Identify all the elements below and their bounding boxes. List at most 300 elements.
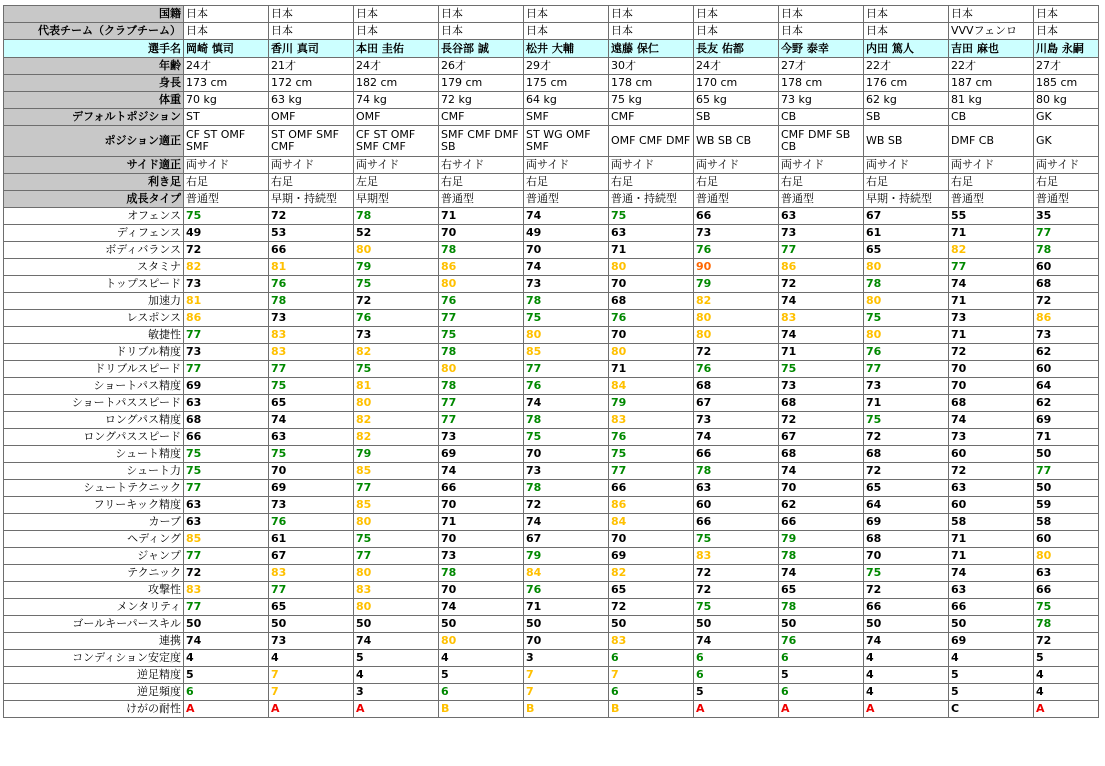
stat-value[interactable]: 73 — [269, 310, 354, 327]
stat-value[interactable]: 50 — [354, 616, 439, 633]
cell-name[interactable]: 内田 篤人 — [864, 40, 949, 58]
stat-value[interactable]: 75 — [439, 327, 524, 344]
cell-nationality[interactable]: 日本 — [524, 6, 609, 23]
stat-label[interactable]: ロングパス精度 — [4, 412, 184, 429]
cell-default_position[interactable]: CB — [779, 109, 864, 126]
stat-value[interactable]: 69 — [439, 446, 524, 463]
stat-label[interactable]: 敏捷性 — [4, 327, 184, 344]
stat-value[interactable]: 81 — [269, 259, 354, 276]
stat-value[interactable]: 61 — [269, 531, 354, 548]
stat-value[interactable]: 60 — [694, 497, 779, 514]
stat-value[interactable]: 73 — [949, 429, 1034, 446]
stat-value[interactable]: 68 — [949, 395, 1034, 412]
stat-value[interactable]: 78 — [1034, 616, 1099, 633]
stat-value[interactable]: 74 — [524, 208, 609, 225]
stat-value[interactable]: 68 — [1034, 276, 1099, 293]
cell-age[interactable]: 30才 — [609, 58, 694, 75]
stat-value[interactable]: B — [609, 701, 694, 718]
stat-value[interactable]: 77 — [439, 412, 524, 429]
cell-weight[interactable]: 63 kg — [269, 92, 354, 109]
stat-value[interactable]: 66 — [269, 242, 354, 259]
stat-value[interactable]: 5 — [354, 650, 439, 667]
stat-value[interactable]: 66 — [864, 599, 949, 616]
row-header[interactable]: 代表チーム（クラブチーム） — [4, 23, 184, 40]
cell-side[interactable]: 両サイド — [1034, 157, 1099, 174]
cell-growth[interactable]: 早期・持続型 — [864, 191, 949, 208]
stat-value[interactable]: 73 — [779, 225, 864, 242]
stat-value[interactable]: 80 — [354, 395, 439, 412]
stat-value[interactable]: 82 — [949, 242, 1034, 259]
stat-label[interactable]: レスポンス — [4, 310, 184, 327]
stat-value[interactable]: 59 — [1034, 497, 1099, 514]
stat-value[interactable]: 75 — [864, 565, 949, 582]
cell-weight[interactable]: 70 kg — [184, 92, 269, 109]
cell-position_fit[interactable]: CMF DMF SB CB — [779, 126, 864, 157]
stat-value[interactable]: 69 — [1034, 412, 1099, 429]
stat-value[interactable]: 66 — [694, 446, 779, 463]
stat-value[interactable]: 77 — [949, 259, 1034, 276]
cell-name[interactable]: 松井 大輔 — [524, 40, 609, 58]
stat-value[interactable]: 83 — [354, 582, 439, 599]
cell-side[interactable]: 両サイド — [354, 157, 439, 174]
stat-label[interactable]: 連携 — [4, 633, 184, 650]
stat-value[interactable]: 74 — [439, 599, 524, 616]
stat-value[interactable]: 7 — [524, 684, 609, 701]
stat-value[interactable]: 73 — [524, 463, 609, 480]
stat-value[interactable]: 4 — [354, 667, 439, 684]
cell-default_position[interactable]: GK — [1034, 109, 1099, 126]
stat-label[interactable]: ショートパス精度 — [4, 378, 184, 395]
stat-value[interactable]: 77 — [524, 361, 609, 378]
cell-weight[interactable]: 80 kg — [1034, 92, 1099, 109]
cell-default_position[interactable]: OMF — [354, 109, 439, 126]
stat-value[interactable]: 72 — [949, 463, 1034, 480]
stat-value[interactable]: 67 — [779, 429, 864, 446]
stat-value[interactable]: 83 — [609, 633, 694, 650]
cell-growth[interactable]: 普通型 — [949, 191, 1034, 208]
stat-value[interactable]: 50 — [949, 616, 1034, 633]
stat-value[interactable]: 82 — [609, 565, 694, 582]
stat-label[interactable]: 逆足精度 — [4, 667, 184, 684]
stat-value[interactable]: 68 — [694, 378, 779, 395]
stat-value[interactable]: 66 — [949, 599, 1034, 616]
cell-growth[interactable]: 普通型 — [439, 191, 524, 208]
stat-value[interactable]: 78 — [354, 208, 439, 225]
stat-value[interactable]: 69 — [269, 480, 354, 497]
stat-label[interactable]: ディフェンス — [4, 225, 184, 242]
stat-value[interactable]: 76 — [779, 633, 864, 650]
stat-value[interactable]: 74 — [864, 633, 949, 650]
cell-nationality[interactable]: 日本 — [609, 6, 694, 23]
stat-value[interactable]: 71 — [864, 395, 949, 412]
stat-label[interactable]: コンディション安定度 — [4, 650, 184, 667]
stat-value[interactable]: 86 — [184, 310, 269, 327]
stat-value[interactable]: 72 — [269, 208, 354, 225]
stat-value[interactable]: 49 — [184, 225, 269, 242]
stat-value[interactable]: 5 — [1034, 650, 1099, 667]
cell-age[interactable]: 22才 — [864, 58, 949, 75]
stat-value[interactable]: 71 — [949, 548, 1034, 565]
stat-value[interactable]: 71 — [609, 361, 694, 378]
stat-value[interactable]: 63 — [949, 582, 1034, 599]
row-header[interactable]: 体重 — [4, 92, 184, 109]
stat-label[interactable]: 加速力 — [4, 293, 184, 310]
stat-value[interactable]: 70 — [949, 378, 1034, 395]
cell-nationality[interactable]: 日本 — [864, 6, 949, 23]
stat-value[interactable]: 72 — [1034, 633, 1099, 650]
stat-value[interactable]: 66 — [609, 480, 694, 497]
stat-value[interactable]: 83 — [269, 565, 354, 582]
stat-value[interactable]: 67 — [864, 208, 949, 225]
stat-value[interactable]: 83 — [694, 548, 779, 565]
cell-team[interactable]: 日本 — [779, 23, 864, 40]
stat-value[interactable]: 83 — [269, 327, 354, 344]
stat-value[interactable]: 75 — [354, 361, 439, 378]
stat-value[interactable]: 80 — [609, 259, 694, 276]
stat-value[interactable]: 74 — [184, 633, 269, 650]
stat-value[interactable]: 70 — [864, 548, 949, 565]
stat-value[interactable]: 6 — [779, 684, 864, 701]
stat-value[interactable]: 76 — [524, 582, 609, 599]
stat-value[interactable]: 77 — [269, 361, 354, 378]
stat-value[interactable]: 73 — [864, 378, 949, 395]
cell-height[interactable]: 173 cm — [184, 75, 269, 92]
cell-side[interactable]: 両サイド — [524, 157, 609, 174]
cell-foot[interactable]: 右足 — [949, 174, 1034, 191]
stat-value[interactable]: 73 — [269, 633, 354, 650]
stat-value[interactable]: 86 — [439, 259, 524, 276]
cell-team[interactable]: 日本 — [1034, 23, 1099, 40]
stat-value[interactable]: 50 — [184, 616, 269, 633]
cell-name[interactable]: 長友 佑都 — [694, 40, 779, 58]
stat-value[interactable]: 76 — [439, 293, 524, 310]
stat-value[interactable]: 3 — [524, 650, 609, 667]
stat-value[interactable]: 66 — [184, 429, 269, 446]
stat-value[interactable]: 4 — [864, 650, 949, 667]
stat-value[interactable]: 72 — [779, 412, 864, 429]
stat-value[interactable]: 77 — [1034, 225, 1099, 242]
stat-value[interactable]: 82 — [184, 259, 269, 276]
stat-value[interactable]: 74 — [524, 259, 609, 276]
cell-team[interactable]: 日本 — [269, 23, 354, 40]
stat-value[interactable]: 78 — [694, 463, 779, 480]
stat-value[interactable]: 76 — [609, 429, 694, 446]
cell-weight[interactable]: 75 kg — [609, 92, 694, 109]
stat-value[interactable]: 49 — [524, 225, 609, 242]
stat-label[interactable]: ドリブル精度 — [4, 344, 184, 361]
stat-value[interactable]: 83 — [779, 310, 864, 327]
row-header[interactable]: 選手名 — [4, 40, 184, 58]
stat-value[interactable]: C — [949, 701, 1034, 718]
stat-value[interactable]: 73 — [779, 378, 864, 395]
stat-value[interactable]: 69 — [864, 514, 949, 531]
stat-value[interactable]: 61 — [864, 225, 949, 242]
stat-value[interactable]: 80 — [609, 344, 694, 361]
stat-value[interactable]: 71 — [1034, 429, 1099, 446]
cell-default_position[interactable]: SB — [864, 109, 949, 126]
stat-value[interactable]: 78 — [779, 548, 864, 565]
stat-value[interactable]: 78 — [779, 599, 864, 616]
stat-value[interactable]: 83 — [609, 412, 694, 429]
stat-value[interactable]: 75 — [779, 361, 864, 378]
stat-value[interactable]: 82 — [694, 293, 779, 310]
stat-value[interactable]: 86 — [609, 497, 694, 514]
stat-value[interactable]: 6 — [694, 667, 779, 684]
cell-position_fit[interactable]: GK — [1034, 126, 1099, 157]
stat-value[interactable]: 66 — [439, 480, 524, 497]
stat-value[interactable]: 64 — [1034, 378, 1099, 395]
stat-value[interactable]: 68 — [184, 412, 269, 429]
stat-value[interactable]: 70 — [439, 497, 524, 514]
stat-value[interactable]: 74 — [694, 633, 779, 650]
cell-height[interactable]: 172 cm — [269, 75, 354, 92]
cell-side[interactable]: 両サイド — [269, 157, 354, 174]
stat-value[interactable]: 78 — [439, 344, 524, 361]
stat-value[interactable]: 78 — [524, 293, 609, 310]
stat-value[interactable]: 75 — [269, 446, 354, 463]
stat-value[interactable]: 72 — [1034, 293, 1099, 310]
stat-value[interactable]: 67 — [524, 531, 609, 548]
cell-nationality[interactable]: 日本 — [354, 6, 439, 23]
stat-value[interactable]: 50 — [864, 616, 949, 633]
stat-value[interactable]: 63 — [184, 395, 269, 412]
stat-value[interactable]: 72 — [864, 582, 949, 599]
cell-position_fit[interactable]: WB SB CB — [694, 126, 779, 157]
cell-position_fit[interactable]: ST WG OMF SMF — [524, 126, 609, 157]
stat-value[interactable]: 72 — [694, 344, 779, 361]
cell-position_fit[interactable]: ST OMF SMF CMF — [269, 126, 354, 157]
stat-value[interactable]: 75 — [1034, 599, 1099, 616]
cell-age[interactable]: 24才 — [694, 58, 779, 75]
stat-value[interactable]: 71 — [439, 208, 524, 225]
stat-value[interactable]: 63 — [609, 225, 694, 242]
stat-value[interactable]: 73 — [439, 548, 524, 565]
stat-value[interactable]: 6 — [439, 684, 524, 701]
stat-value[interactable]: 80 — [354, 565, 439, 582]
stat-value[interactable]: 82 — [354, 412, 439, 429]
stat-label[interactable]: ゴールキーパースキル — [4, 616, 184, 633]
stat-value[interactable]: 80 — [524, 327, 609, 344]
stat-value[interactable]: 72 — [864, 429, 949, 446]
stat-value[interactable]: 77 — [439, 310, 524, 327]
stat-value[interactable]: 69 — [184, 378, 269, 395]
stat-value[interactable]: 78 — [524, 480, 609, 497]
stat-value[interactable]: 52 — [354, 225, 439, 242]
stat-value[interactable]: 4 — [269, 650, 354, 667]
cell-height[interactable]: 178 cm — [779, 75, 864, 92]
stat-label[interactable]: テクニック — [4, 565, 184, 582]
cell-age[interactable]: 27才 — [779, 58, 864, 75]
stat-value[interactable]: 75 — [524, 310, 609, 327]
cell-team[interactable]: 日本 — [524, 23, 609, 40]
stat-label[interactable]: カーブ — [4, 514, 184, 531]
cell-weight[interactable]: 65 kg — [694, 92, 779, 109]
stat-value[interactable]: 65 — [609, 582, 694, 599]
stat-value[interactable]: 71 — [779, 344, 864, 361]
cell-foot[interactable]: 右足 — [524, 174, 609, 191]
stat-value[interactable]: 63 — [184, 497, 269, 514]
stat-value[interactable]: 80 — [439, 361, 524, 378]
cell-foot[interactable]: 右足 — [269, 174, 354, 191]
cell-weight[interactable]: 62 kg — [864, 92, 949, 109]
stat-value[interactable]: 65 — [269, 395, 354, 412]
stat-label[interactable]: シュート力 — [4, 463, 184, 480]
cell-height[interactable]: 175 cm — [524, 75, 609, 92]
stat-value[interactable]: 79 — [779, 531, 864, 548]
cell-growth[interactable]: 普通・持続型 — [609, 191, 694, 208]
stat-value[interactable]: 74 — [949, 412, 1034, 429]
stat-value[interactable]: 73 — [354, 327, 439, 344]
cell-team[interactable]: 日本 — [609, 23, 694, 40]
stat-value[interactable]: 81 — [354, 378, 439, 395]
stat-value[interactable]: 75 — [269, 378, 354, 395]
stat-value[interactable]: 72 — [694, 582, 779, 599]
stat-value[interactable]: 71 — [949, 531, 1034, 548]
stat-value[interactable]: 74 — [354, 633, 439, 650]
cell-foot[interactable]: 右足 — [184, 174, 269, 191]
stat-value[interactable]: 71 — [439, 514, 524, 531]
stat-value[interactable]: 68 — [609, 293, 694, 310]
cell-side[interactable]: 両サイド — [694, 157, 779, 174]
stat-label[interactable]: 逆足頻度 — [4, 684, 184, 701]
cell-side[interactable]: 両サイド — [779, 157, 864, 174]
stat-value[interactable]: 77 — [609, 463, 694, 480]
stat-value[interactable]: 75 — [354, 276, 439, 293]
stat-value[interactable]: 79 — [524, 548, 609, 565]
stat-value[interactable]: 76 — [354, 310, 439, 327]
stat-value[interactable]: 53 — [269, 225, 354, 242]
stat-value[interactable]: 84 — [609, 514, 694, 531]
stat-value[interactable]: 81 — [184, 293, 269, 310]
stat-label[interactable]: ロングパススピード — [4, 429, 184, 446]
stat-value[interactable]: 77 — [864, 361, 949, 378]
cell-weight[interactable]: 72 kg — [439, 92, 524, 109]
stat-value[interactable]: 77 — [439, 395, 524, 412]
stat-value[interactable]: 7 — [524, 667, 609, 684]
cell-side[interactable]: 右サイド — [439, 157, 524, 174]
stat-value[interactable]: 80 — [864, 293, 949, 310]
cell-foot[interactable]: 右足 — [1034, 174, 1099, 191]
cell-name[interactable]: 本田 圭佑 — [354, 40, 439, 58]
stat-value[interactable]: 67 — [694, 395, 779, 412]
stat-value[interactable]: 74 — [779, 293, 864, 310]
stat-value[interactable]: 84 — [524, 565, 609, 582]
cell-name[interactable]: 岡崎 慎司 — [184, 40, 269, 58]
stat-value[interactable]: 6 — [694, 650, 779, 667]
cell-weight[interactable]: 64 kg — [524, 92, 609, 109]
cell-default_position[interactable]: CB — [949, 109, 1034, 126]
stat-value[interactable]: 71 — [524, 599, 609, 616]
stat-value[interactable]: 77 — [354, 480, 439, 497]
stat-value[interactable]: 73 — [439, 429, 524, 446]
cell-height[interactable]: 176 cm — [864, 75, 949, 92]
cell-age[interactable]: 24才 — [184, 58, 269, 75]
stat-value[interactable]: 50 — [1034, 480, 1099, 497]
stat-value[interactable]: 70 — [609, 531, 694, 548]
stat-value[interactable]: 75 — [864, 310, 949, 327]
stat-value[interactable]: 60 — [1034, 531, 1099, 548]
stat-value[interactable]: 70 — [524, 446, 609, 463]
cell-name[interactable]: 今野 泰幸 — [779, 40, 864, 58]
stat-value[interactable]: 60 — [949, 446, 1034, 463]
cell-team[interactable]: VVVフェンロ — [949, 23, 1034, 40]
stat-value[interactable]: 4 — [1034, 684, 1099, 701]
stat-value[interactable]: 65 — [864, 480, 949, 497]
stat-value[interactable]: 77 — [184, 361, 269, 378]
stat-value[interactable]: 77 — [779, 242, 864, 259]
cell-position_fit[interactable]: SMF CMF DMF SB — [439, 126, 524, 157]
stat-value[interactable]: 73 — [1034, 327, 1099, 344]
stat-value[interactable]: 74 — [439, 463, 524, 480]
stat-value[interactable]: 80 — [864, 327, 949, 344]
stat-value[interactable]: 4 — [864, 667, 949, 684]
stat-value[interactable]: 72 — [694, 565, 779, 582]
cell-growth[interactable]: 普通型 — [524, 191, 609, 208]
cell-name[interactable]: 遠藤 保仁 — [609, 40, 694, 58]
stat-value[interactable]: 75 — [184, 463, 269, 480]
stat-value[interactable]: 5 — [694, 684, 779, 701]
stat-value[interactable]: 50 — [694, 616, 779, 633]
stat-value[interactable]: 77 — [184, 548, 269, 565]
stat-label[interactable]: ドリブルスピード — [4, 361, 184, 378]
stat-value[interactable]: 63 — [269, 429, 354, 446]
stat-value[interactable]: 72 — [184, 242, 269, 259]
stat-value[interactable]: 7 — [269, 667, 354, 684]
stat-value[interactable]: 66 — [1034, 582, 1099, 599]
stat-value[interactable]: 70 — [779, 480, 864, 497]
stat-value[interactable]: 80 — [694, 310, 779, 327]
stat-value[interactable]: 68 — [864, 446, 949, 463]
stat-value[interactable]: 68 — [779, 395, 864, 412]
cell-nationality[interactable]: 日本 — [184, 6, 269, 23]
cell-growth[interactable]: 普通型 — [694, 191, 779, 208]
cell-nationality[interactable]: 日本 — [694, 6, 779, 23]
stat-value[interactable]: 65 — [779, 582, 864, 599]
stat-value[interactable]: 82 — [354, 344, 439, 361]
stat-label[interactable]: フリーキック精度 — [4, 497, 184, 514]
stat-value[interactable]: 74 — [694, 429, 779, 446]
stat-label[interactable]: メンタリティ — [4, 599, 184, 616]
stat-value[interactable]: 80 — [354, 514, 439, 531]
stat-value[interactable]: 79 — [694, 276, 779, 293]
stat-value[interactable]: 77 — [184, 599, 269, 616]
cell-nationality[interactable]: 日本 — [439, 6, 524, 23]
cell-team[interactable]: 日本 — [694, 23, 779, 40]
stat-value[interactable]: 60 — [949, 497, 1034, 514]
cell-age[interactable]: 29才 — [524, 58, 609, 75]
stat-value[interactable]: 4 — [439, 650, 524, 667]
cell-position_fit[interactable]: CF ST OMF SMF — [184, 126, 269, 157]
stat-value[interactable]: 65 — [269, 599, 354, 616]
cell-foot[interactable]: 右足 — [439, 174, 524, 191]
stat-value[interactable]: 75 — [609, 446, 694, 463]
stat-value[interactable]: 67 — [269, 548, 354, 565]
stat-value[interactable]: 50 — [609, 616, 694, 633]
row-header[interactable]: 年齢 — [4, 58, 184, 75]
stat-value[interactable]: 86 — [779, 259, 864, 276]
row-header[interactable]: サイド適正 — [4, 157, 184, 174]
stat-value[interactable]: 3 — [354, 684, 439, 701]
cell-side[interactable]: 両サイド — [864, 157, 949, 174]
stat-value[interactable]: 72 — [524, 497, 609, 514]
row-header[interactable]: 成長タイプ — [4, 191, 184, 208]
stat-value[interactable]: 73 — [694, 412, 779, 429]
stat-label[interactable]: ボディバランス — [4, 242, 184, 259]
cell-weight[interactable]: 81 kg — [949, 92, 1034, 109]
stat-value[interactable]: 66 — [694, 514, 779, 531]
stat-label[interactable]: ジャンプ — [4, 548, 184, 565]
stat-value[interactable]: A — [354, 701, 439, 718]
